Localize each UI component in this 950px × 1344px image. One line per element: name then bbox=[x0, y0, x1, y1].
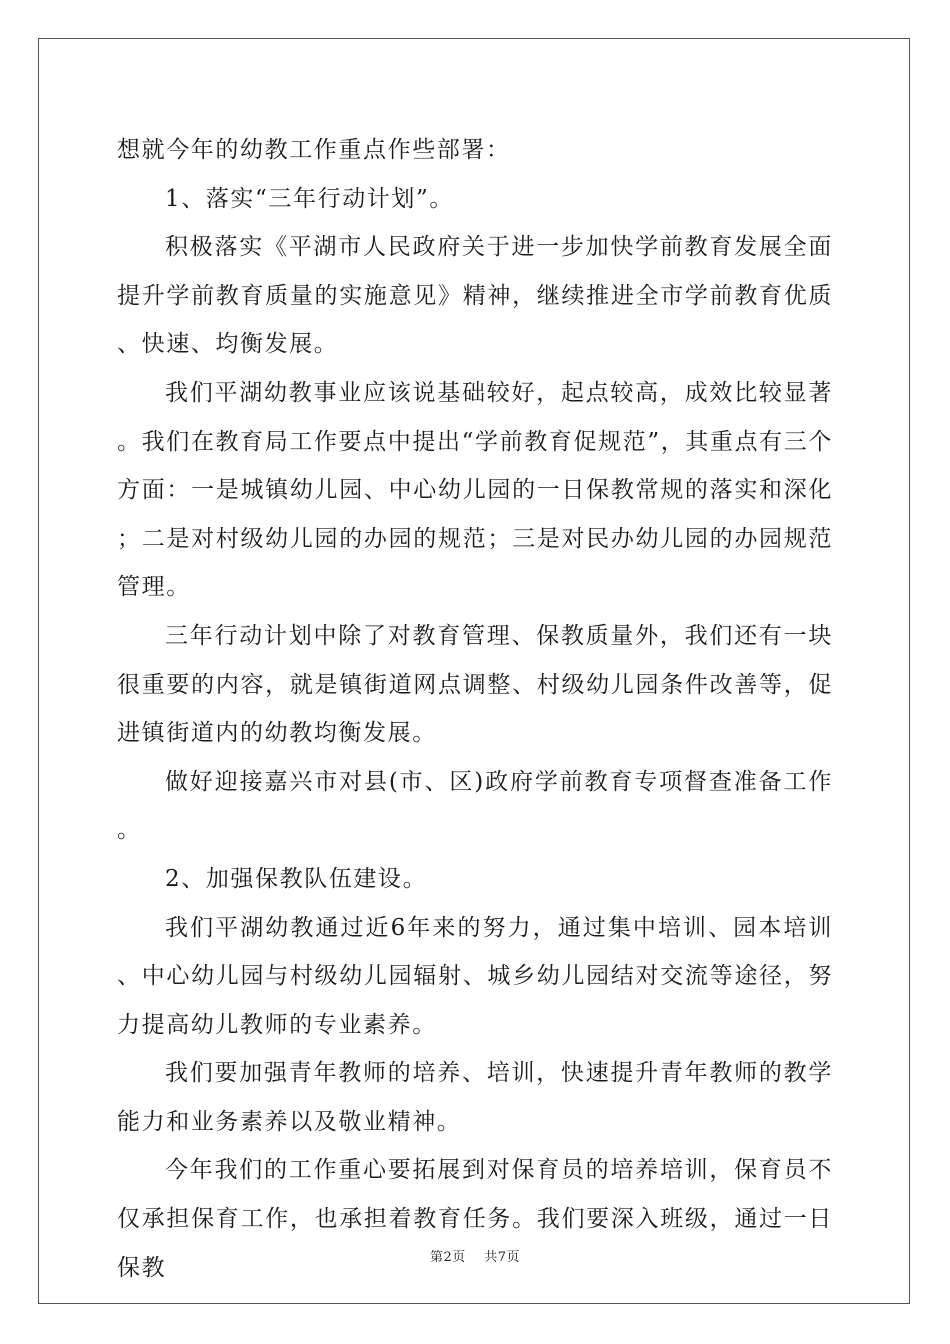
paragraph-3: 积极落实《平湖市人民政府关于进一步加快学前教育发展全面提升学前教育质量的实施意见》精神，继续推进全市学前教育优质、快速、均衡发展。 bbox=[117, 234, 833, 358]
paragraph-9: 我们要加强青年教师的培养、培训，快速提升青年教师的教学能力和业务素养以及敬业精神。 bbox=[117, 1060, 833, 1135]
paragraph-6: 做好迎接嘉兴市对县(市、区)政府学前教育专项督查准备工作。 bbox=[117, 768, 833, 844]
paragraph-7: 2、加强保教队伍建设。 bbox=[165, 865, 428, 892]
paragraph-10: 今年我们的工作重心要拓展到对保育员的培养培训，保育员不仅承担保育工作，也承担着教育任务。我们要深入班级，通过一日保教 bbox=[117, 1157, 833, 1281]
paragraph-8: 我们平湖幼教通过近6年来的努力，通过集中培训、园本培训、中心幼儿园与村级幼儿园辐射、城乡幼儿园结对交流等途径，努力提高幼儿教师的专业素养。 bbox=[117, 914, 833, 1038]
paragraph-2: 1、落实“三年行动计划”。 bbox=[165, 185, 454, 212]
page-footer bbox=[0, 1246, 950, 1265]
page-total: 共7页 bbox=[484, 1250, 521, 1265]
document-body bbox=[117, 126, 833, 1292]
page-number: 第2页 bbox=[429, 1250, 466, 1265]
paragraph-4: 我们平湖幼教事业应该说基础较好，起点较高，成效比较显著。我们在教育局工作要点中提出“学前教育促规范”，其重点有三个方面：一是城镇幼儿园、中心幼儿园的一日保教常规的落实和深化；二是对村级幼儿园的办园的规范；三是对民办幼儿园的办园规范管理。 bbox=[117, 379, 833, 601]
paragraph-1: 想就今年的幼教工作重点作些部署： bbox=[117, 137, 511, 163]
paragraph-5: 三年行动计划中除了对教育管理、保教质量外，我们还有一块很重要的内容，就是镇街道网点调整、村级幼儿园条件改善等，促进镇街道内的幼教均衡发展。 bbox=[117, 622, 833, 747]
